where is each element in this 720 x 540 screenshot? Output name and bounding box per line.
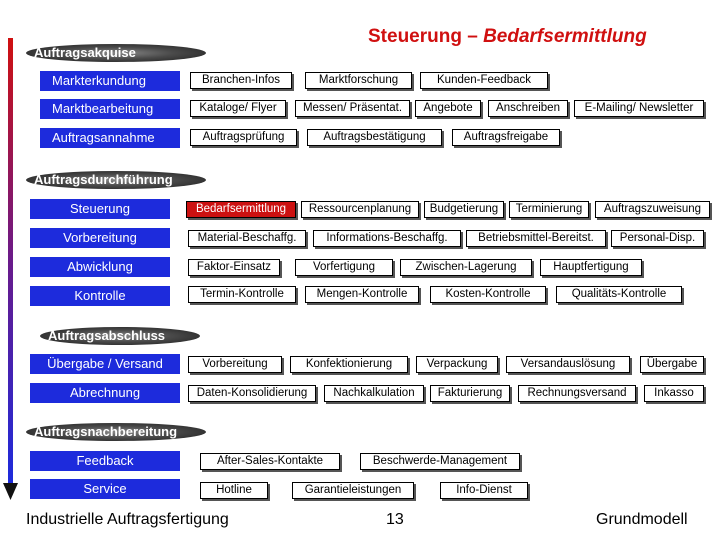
item-info-dienst: Info-Dienst — [440, 482, 528, 499]
item-uebergabe: Übergabe — [640, 356, 704, 373]
item-konfektionierung: Konfektionierung — [290, 356, 408, 373]
row-label-uebergabe-versand: Übergabe / Versand — [30, 354, 180, 374]
item-verpackung: Verpackung — [416, 356, 498, 373]
item-bedarfsermittlung-active: Bedarfsermittlung — [186, 201, 296, 218]
process-flow-arrow — [0, 38, 20, 508]
item-personal-disp: Personal-Disp. — [611, 230, 704, 247]
item-qualitaets-kontrolle: Qualitäts-Kontrolle — [556, 286, 682, 303]
item-hauptfertigung: Hauptfertigung — [540, 259, 642, 276]
item-inkasso: Inkasso — [644, 385, 704, 402]
slide-title: Steuerung – Bedarfsermittlung — [368, 26, 647, 47]
item-informations-beschaffg: Informations-Beschaffg. — [313, 230, 461, 247]
item-faktor-einsatz: Faktor-Einsatz — [188, 259, 280, 276]
item-auftragsfreigabe: Auftragsfreigabe — [452, 129, 560, 146]
row-label-abrechnung: Abrechnung — [30, 383, 180, 403]
item-nachkalkulation: Nachkalkulation — [324, 385, 424, 402]
page-number: 13 — [386, 511, 404, 528]
row-label-vorbereitung: Vorbereitung — [30, 228, 170, 248]
row-label-kontrolle: Kontrolle — [30, 286, 170, 306]
footer-left-text: Industrielle Auftragsfertigung — [26, 511, 229, 528]
item-after-sales-kontakte: After-Sales-Kontakte — [200, 453, 340, 470]
item-vorbereitung: Vorbereitung — [188, 356, 282, 373]
phase-header-auftragsdurchfuehrung: Auftragsdurchführung — [26, 171, 206, 189]
item-ressourcenplanung: Ressourcenplanung — [301, 201, 419, 218]
item-beschwerde-management: Beschwerde-Management — [360, 453, 520, 470]
item-termin-kontrolle: Termin-Kontrolle — [188, 286, 296, 303]
item-kosten-kontrolle: Kosten-Kontrolle — [430, 286, 546, 303]
item-marktforschung: Marktforschung — [305, 72, 412, 89]
phase-header-auftragsabschluss: Auftragsabschluss — [40, 327, 200, 345]
phase-header-auftragsakquise: Auftragsakquise — [26, 44, 206, 62]
phase-header-auftragsnachbereitung: Auftragsnachbereitung — [26, 423, 206, 441]
item-betriebsmittel-bereitst: Betriebsmittel-Bereitst. — [466, 230, 606, 247]
item-kataloge-flyer: Kataloge/ Flyer — [190, 100, 286, 117]
item-branchen-infos: Branchen-Infos — [190, 72, 292, 89]
item-hotline: Hotline — [200, 482, 268, 499]
row-label-auftragsannahme: Auftragsannahme — [40, 128, 180, 148]
row-label-feedback: Feedback — [30, 451, 180, 471]
item-anschreiben: Anschreiben — [488, 100, 568, 117]
item-auftragszuweisung: Auftragszuweisung — [595, 201, 710, 218]
row-label-service: Service — [30, 479, 180, 499]
item-rechnungsversand: Rechnungsversand — [518, 385, 636, 402]
row-label-marktbearbeitung: Marktbearbeitung — [40, 99, 180, 119]
item-e-mailing-newsletter: E-Mailing/ Newsletter — [574, 100, 704, 117]
item-auftragspruefung: Auftragsprüfung — [190, 129, 297, 146]
item-daten-konsolidierung: Daten-Konsolidierung — [188, 385, 316, 402]
item-versandausloesung: Versandauslösung — [506, 356, 630, 373]
row-label-markterkundung: Markterkundung — [40, 71, 180, 91]
item-budgetierung: Budgetierung — [424, 201, 504, 218]
item-zwischen-lagerung: Zwischen-Lagerung — [400, 259, 532, 276]
item-material-beschaffg: Material-Beschaffg. — [188, 230, 306, 247]
footer-right-text: Grundmodell — [596, 511, 688, 528]
item-garantieleistungen: Garantieleistungen — [292, 482, 414, 499]
item-fakturierung: Fakturierung — [430, 385, 510, 402]
item-terminierung: Terminierung — [509, 201, 589, 218]
item-mengen-kontrolle: Mengen-Kontrolle — [305, 286, 419, 303]
item-vorfertigung: Vorfertigung — [295, 259, 393, 276]
row-label-steuerung: Steuerung — [30, 199, 170, 219]
item-kunden-feedback: Kunden-Feedback — [420, 72, 548, 89]
row-label-abwicklung: Abwicklung — [30, 257, 170, 277]
item-angebote: Angebote — [415, 100, 481, 117]
item-messen-praesentat: Messen/ Präsentat. — [295, 100, 410, 117]
item-auftragsbestaetigung: Auftragsbestätigung — [307, 129, 442, 146]
